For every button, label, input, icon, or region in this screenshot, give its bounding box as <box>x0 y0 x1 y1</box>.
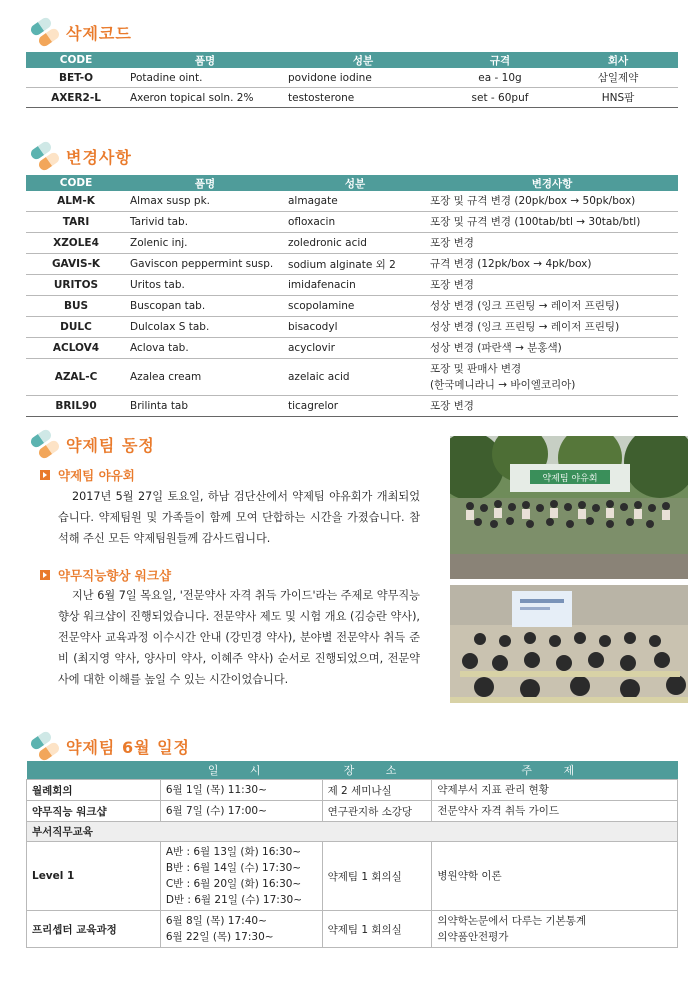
schedule-row <box>27 801 678 822</box>
changes-detail-cell <box>426 254 678 275</box>
section-title-deleted: 삭제코드 <box>28 16 132 48</box>
news-item1-text: 2017년 5월 27일 토요일, 하남 검단산에서 약제팀 야유회가 개최되었습니다. 약제팀원 및 가족들이 함께 모여 단합하는 시간을 가졌습니다. 참석해 주신 모든 약제팀원들께 감사드립니다. <box>58 490 420 545</box>
changes-detail-line: 성상 변경 (파란색 → 분홍색) <box>430 342 562 354</box>
changes-cell: Aclova tab. <box>126 338 284 359</box>
schedule-header-date: 일 시 <box>160 761 322 780</box>
changes-detail-cell <box>426 359 678 396</box>
deleted-row <box>26 88 678 108</box>
changes-row <box>26 191 678 212</box>
schedule-date-line: D반 : 6월 21일 (수) 17:30~ <box>165 894 302 906</box>
changes-detail-line: 성상 변경 (잉크 프린팅 → 레이저 프린팅) <box>430 300 620 312</box>
changes-row <box>26 296 678 317</box>
schedule-date-cell <box>160 842 322 911</box>
changes-cell: Brilinta tab <box>126 396 284 417</box>
changes-detail-line: 포장 변경 <box>430 279 474 291</box>
pill-icon <box>28 429 62 459</box>
changes-cell: Buscopan tab. <box>126 296 284 317</box>
changes-detail-line: 포장 및 규격 변경 (20pk/box → 50pk/box) <box>430 195 636 207</box>
deleted-cell: HNS팜 <box>558 88 678 108</box>
changes-cell: DULC <box>26 317 126 338</box>
section-title-changes: 변경사항 <box>28 140 132 172</box>
changes-cell: ACLOV4 <box>26 338 126 359</box>
changes-row <box>26 338 678 359</box>
changes-detail-line: 성상 변경 (잉크 프린팅 → 레이저 프린팅) <box>430 321 620 333</box>
schedule-group-label: 부서직무교육 <box>27 822 678 842</box>
schedule-place-cell: 제 2 세미나실 <box>322 780 432 801</box>
changes-detail-cell <box>426 212 678 233</box>
changes-detail-line: 포장 변경 <box>430 400 474 412</box>
changes-cell: almagate <box>284 191 426 212</box>
schedule-date-line: C반 : 6월 20일 (화) 16:30~ <box>165 878 302 890</box>
news-item1-title: 약제팀 야유회 <box>40 466 135 484</box>
deleted-cell: povidone iodine <box>284 68 442 88</box>
changes-detail-line: 포장 및 판매사 변경 <box>430 363 522 375</box>
changes-cell: Zolenic inj. <box>126 233 284 254</box>
changes-cell: GAVIS-K <box>26 254 126 275</box>
changes-cell: XZOLE4 <box>26 233 126 254</box>
changes-cell: azelaic acid <box>284 359 426 396</box>
pill-icon <box>28 17 62 47</box>
schedule-date-line: 6월 7일 (수) 17:00~ <box>165 805 267 817</box>
changes-cell: Uritos tab. <box>126 275 284 296</box>
schedule-topic-line: 약제부서 지표 관리 현황 <box>437 784 549 796</box>
changes-cell: Tarivid tab. <box>126 212 284 233</box>
changes-cell: acyclovir <box>284 338 426 359</box>
changes-cell: TARI <box>26 212 126 233</box>
changes-detail-cell <box>426 296 678 317</box>
changes-row <box>26 212 678 233</box>
schedule-topic-cell <box>432 801 678 822</box>
changes-row <box>26 233 678 254</box>
changes-header-cell: 성분 <box>284 175 426 191</box>
changes-detail-line: 규격 변경 (12pk/box → 4pk/box) <box>430 258 592 270</box>
schedule-header-place: 장 소 <box>322 761 432 780</box>
schedule-row <box>27 780 678 801</box>
deleted-cell: set - 60puf <box>442 88 558 108</box>
schedule-date-line: B반 : 6월 14일 (수) 17:30~ <box>165 862 302 874</box>
changes-header-cell: CODE <box>26 175 126 191</box>
changes-cell: ALM-K <box>26 191 126 212</box>
schedule-event-name: 약무직능 워크샵 <box>27 801 161 822</box>
deleted-cell: BET-O <box>26 68 126 88</box>
schedule-date-line: 6월 22일 (목) 17:30~ <box>165 931 274 943</box>
changes-row <box>26 359 678 396</box>
schedule-topic-line: 병원약학 이론 <box>437 870 502 882</box>
changes-cell: bisacodyl <box>284 317 426 338</box>
changes-row <box>26 254 678 275</box>
schedule-group-row <box>27 822 678 842</box>
changes-detail-cell <box>426 233 678 254</box>
changes-detail-cell <box>426 191 678 212</box>
schedule-date-line: 6월 1일 (목) 11:30~ <box>165 784 267 796</box>
changes-cell: zoledronic acid <box>284 233 426 254</box>
changes-cell: ticagrelor <box>284 396 426 417</box>
changes-cell: imidafenacin <box>284 275 426 296</box>
deleted-header-cell: 성분 <box>284 52 442 68</box>
schedule-topic-cell <box>432 780 678 801</box>
changes-cell: sodium alginate 외 2 <box>284 254 426 275</box>
schedule-row <box>27 911 678 948</box>
schedule-date-cell <box>160 911 322 948</box>
schedule-header-blank <box>27 761 161 780</box>
schedule-table <box>26 761 678 948</box>
arrow-bullet-icon <box>40 570 50 580</box>
changes-detail-cell <box>426 275 678 296</box>
schedule-topic-cell <box>432 842 678 911</box>
deleted-header-cell: 품명 <box>126 52 284 68</box>
changes-header-cell: 변경사항 <box>426 175 678 191</box>
changes-cell: Dulcolax S tab. <box>126 317 284 338</box>
schedule-topic-line: 의약품안전평가 <box>437 931 509 943</box>
schedule-event-name: 프리셉터 교육과정 <box>27 911 161 948</box>
news-item2-text: 지난 6월 7일 목요일, '전문약사 자격 취득 가이드'라는 주제로 약무직능향상 워크샵이 진행되었습니다. 전문약사 제도 및 시험 개요 (김승란 약사), 전문약사 교육과정 이수시간 안내 (강민경 약사), 분야별 전문약사 취득 준비 (최지영 약사, 양사미 약사, 이혜주 약사) 순서로 진행되었으며, 전문약사에 대한 이해를 높일 수 있는 시간이었습니다. <box>58 589 420 686</box>
schedule-topic-line: 의약학논문에서 다루는 기본통계 <box>437 915 587 927</box>
changes-cell: Azalea cream <box>126 359 284 396</box>
changes-detail-line: 포장 및 규격 변경 (100tab/btl → 30tab/btl) <box>430 216 641 228</box>
changes-cell: Almax susp pk. <box>126 191 284 212</box>
changes-row <box>26 396 678 417</box>
schedule-event-name: 월례회의 <box>27 780 161 801</box>
schedule-date-line: A반 : 6월 13일 (화) 16:30~ <box>165 846 302 858</box>
changes-detail-cell <box>426 338 678 359</box>
schedule-event-name: Level 1 <box>27 842 161 911</box>
schedule-date-cell <box>160 780 322 801</box>
changes-cell: URITOS <box>26 275 126 296</box>
photo-picnic <box>450 436 688 579</box>
deleted-cell: Potadine oint. <box>126 68 284 88</box>
deleted-cell: Axeron topical soln. 2% <box>126 88 284 108</box>
changes-cell: scopolamine <box>284 296 426 317</box>
photo-banner-text: 약제팀 야유회 <box>542 474 598 484</box>
schedule-place-cell: 약제팀 1 회의실 <box>322 842 432 911</box>
deleted-header-cell: 규격 <box>442 52 558 68</box>
news-item2-title: 약무직능향상 워크샵 <box>40 566 171 584</box>
deleted-row <box>26 68 678 88</box>
changes-row <box>26 275 678 296</box>
schedule-header-topic: 주 제 <box>432 761 678 780</box>
deleted-table <box>26 52 678 108</box>
deleted-cell: AXER2-L <box>26 88 126 108</box>
schedule-topic-cell <box>432 911 678 948</box>
changes-cell: ofloxacin <box>284 212 426 233</box>
deleted-header-cell: CODE <box>26 52 126 68</box>
deleted-header-cell: 회사 <box>558 52 678 68</box>
arrow-bullet-icon <box>40 470 50 480</box>
changes-cell: Gaviscon peppermint susp. <box>126 254 284 275</box>
schedule-date-line: 6월 8일 (목) 17:40~ <box>165 915 267 927</box>
changes-cell: BUS <box>26 296 126 317</box>
deleted-cell: testosterone <box>284 88 442 108</box>
changes-row <box>26 317 678 338</box>
schedule-place-cell: 연구관지하 소강당 <box>322 801 432 822</box>
changes-detail-line: (한국메니라니 → 바이엘코리아) <box>430 379 576 391</box>
changes-table <box>26 175 678 417</box>
schedule-date-cell <box>160 801 322 822</box>
schedule-topic-line: 전문약사 자격 취득 가이드 <box>437 805 559 817</box>
schedule-place-cell: 약제팀 1 회의실 <box>322 911 432 948</box>
pill-icon <box>28 731 62 761</box>
schedule-row <box>27 842 678 911</box>
deleted-cell: ea - 10g <box>442 68 558 88</box>
changes-detail-line: 포장 변경 <box>430 237 474 249</box>
section-title-schedule: 약제팀 6월 일정 <box>28 730 190 762</box>
changes-detail-cell <box>426 317 678 338</box>
photo-workshop <box>450 585 688 703</box>
changes-cell: BRIL90 <box>26 396 126 417</box>
section-title-news: 약제팀 동정 <box>28 428 155 460</box>
deleted-cell: 삼일제약 <box>558 68 678 88</box>
changes-cell: AZAL-C <box>26 359 126 396</box>
pill-icon <box>28 141 62 171</box>
changes-detail-cell <box>426 396 678 417</box>
changes-header-cell: 품명 <box>126 175 284 191</box>
